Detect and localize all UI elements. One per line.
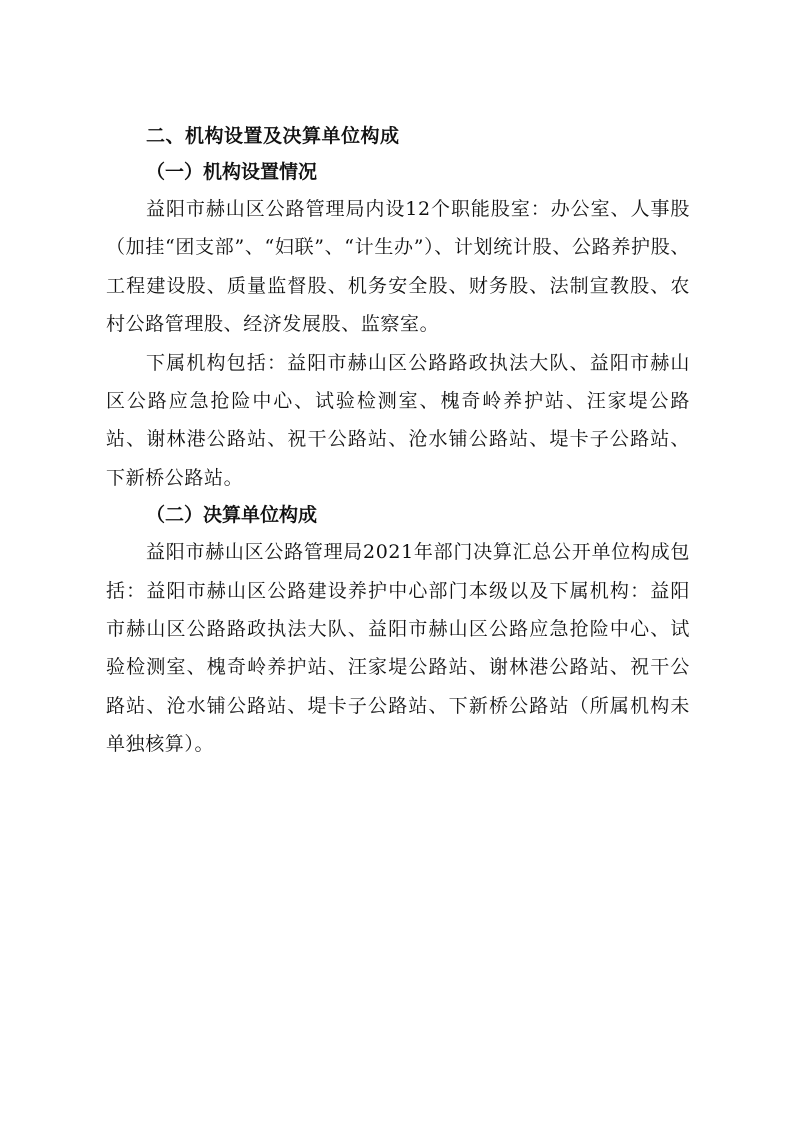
subsection-title-org-setup: （一）机构设置情况 [146,161,318,183]
subsection-title-budget-units: （二）决算单位构成 [146,504,318,527]
paragraph-subordinate-units: 下属机构包括：益阳市赫山区公路路政执法大队、益阳市赫山区公路应急抢险中心、试验检测室、槐奇岭养护站、汪家堤公路站、谢林港公路站、祝干公路站、沧水铺公路站、堤卡子公路站、下新桥公路站。 [106,351,690,489]
paragraph-internal-departments: 益阳市赫山区公路管理局内设12个职能股室：办公室、人事股（加挂“团支部”、“妇联”、“计生办”）、计划统计股、公路养护股、工程建设股、质量监督股、机务安全股、财务股、法制宣教股、农村公路管理股、经济发展股、监察室。 [106,198,690,336]
paragraph-budget-unit-composition: 益阳市赫山区公路管理局2021年部门决算汇总公开单位构成包括：益阳市赫山区公路建设养护中心部门本级以及下属机构：益阳市赫山区公路路政执法大队、益阳市赫山区公路应急抢险中心、试验检测室、槐奇岭养护站、汪家堤公路站、谢林港公路站、祝干公路站、沧水铺公路站、堤卡子公路站、下新桥公路站（所属机构未单独核算）。 [106,541,690,756]
document-body [106,118,690,764]
section-title: 二、机构设置及决算单位构成 [146,125,400,147]
